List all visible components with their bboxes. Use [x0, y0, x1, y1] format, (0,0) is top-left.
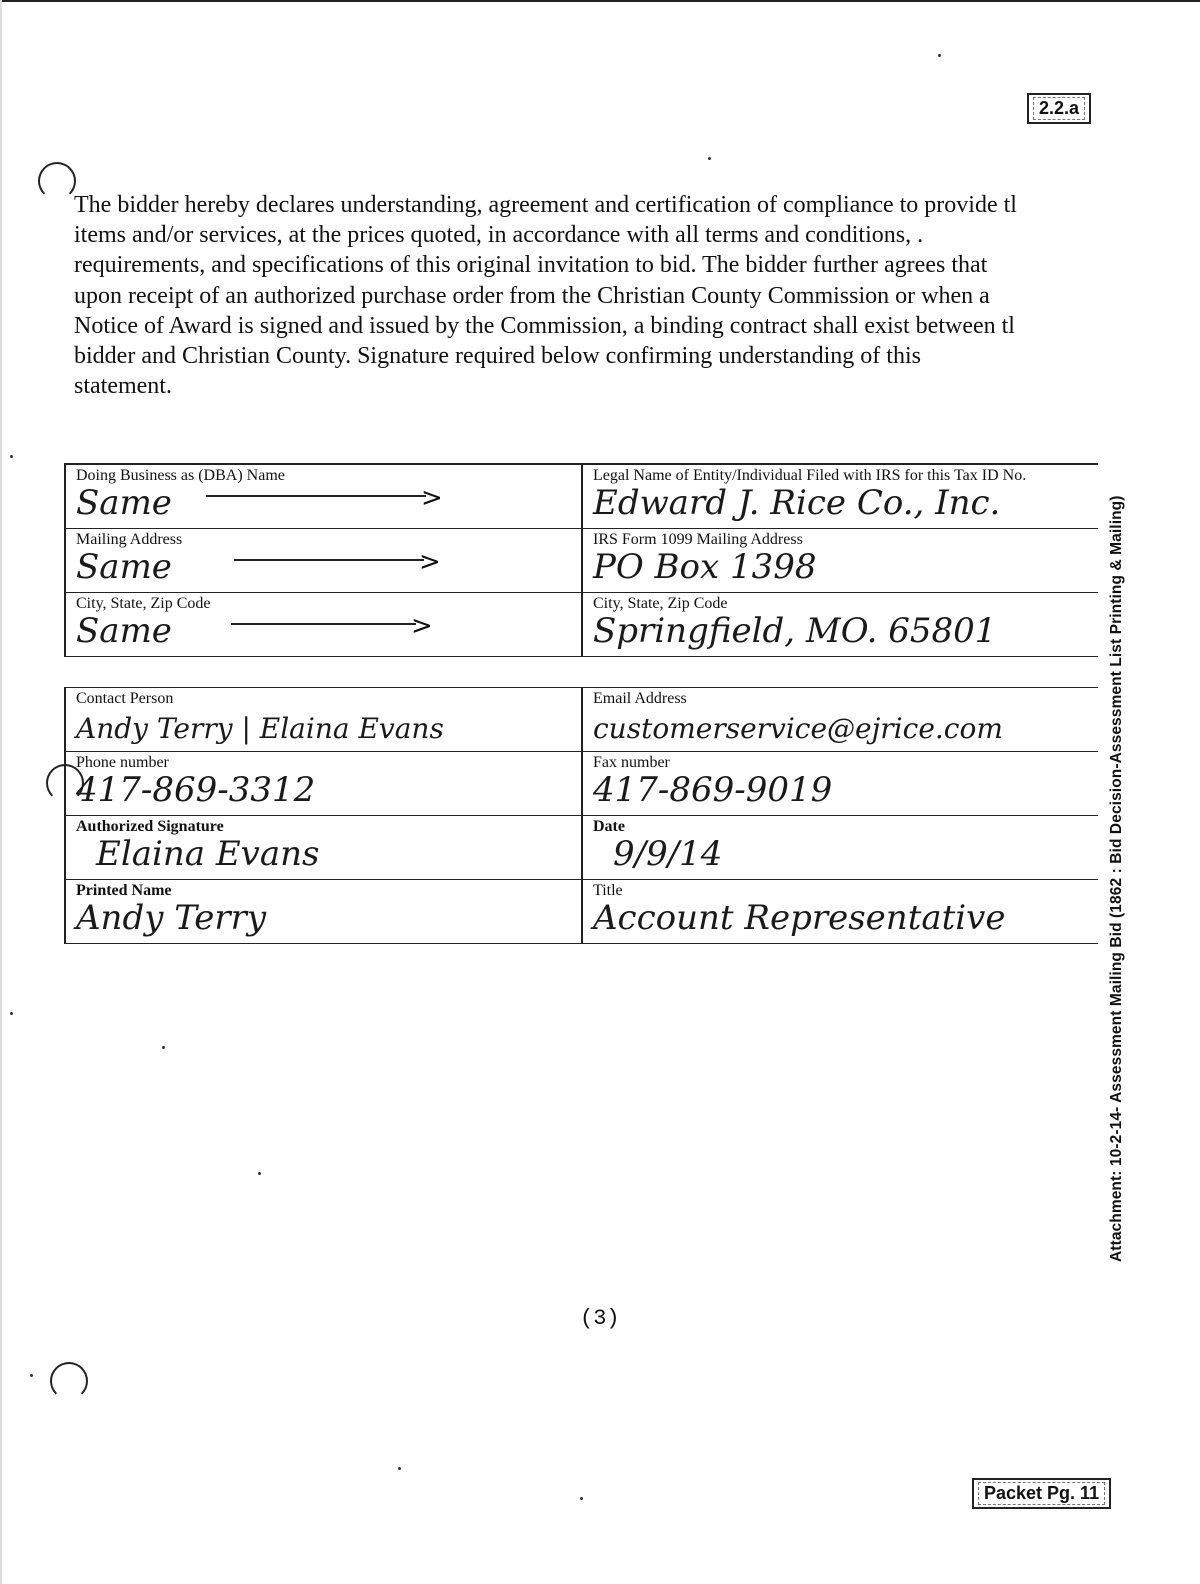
form-row-printed-name: [64, 880, 1098, 944]
authorized-signature-value: Elaina Evans: [96, 834, 320, 874]
scan-speck: [162, 1046, 165, 1049]
fax-number-value: 417-869-9019: [593, 770, 833, 810]
form-row-names: [64, 465, 1098, 529]
printed-name-value: Andy Terry: [76, 898, 267, 938]
title-label: Title: [593, 882, 623, 899]
form-row-contact: [64, 688, 1098, 752]
dba-name-label: Doing Business as (DBA) Name: [76, 467, 285, 484]
legal-name-value: Edward J. Rice Co., Inc.: [593, 483, 1001, 523]
packet-page-tag: [972, 1478, 1111, 1509]
email-address-label: Email Address: [593, 690, 687, 707]
same-arrow-line: [231, 623, 416, 625]
legal-name-label: Legal Name of Entity/Individual Filed with IRS for this Tax ID No.: [593, 467, 1027, 484]
scan-speck: [10, 1012, 13, 1015]
contact-signature-table: [64, 687, 1098, 944]
dba-name-field[interactable]: [64, 465, 583, 528]
printed-name-label: Printed Name: [76, 882, 172, 899]
date-label: Date: [593, 818, 625, 835]
same-arrow-line: [234, 559, 424, 561]
same-arrow-head-icon: >: [419, 547, 441, 577]
same-arrow-line: [206, 495, 426, 497]
city-state-zip-label: City, State, Zip Code: [76, 595, 211, 612]
phone-number-value: 417-869-3312: [76, 770, 316, 810]
same-arrow-head-icon: >: [411, 611, 433, 641]
contact-person-label: Contact Person: [76, 690, 174, 707]
contact-person-field[interactable]: [64, 688, 583, 751]
mailing-address-label: Mailing Address: [76, 531, 183, 548]
attachment-side-label: Attachment: 10-2-14- Assessment Mailing Bid (1862 : Bid Decision-Assessment List Printing & Mailing): [1108, 495, 1125, 1262]
section-tag-label: 2.2.a: [1033, 97, 1085, 120]
scan-speck: [938, 54, 941, 57]
title-value: Account Representative: [593, 898, 1006, 938]
form-row-addresses: [64, 529, 1098, 593]
entity-info-table: [64, 463, 1098, 657]
irs-mailing-address-value: PO Box 1398: [593, 547, 817, 587]
mailing-address-field[interactable]: [64, 529, 583, 592]
contact-person-value: Andy Terry | Elaina Evans: [76, 712, 444, 745]
city-state-zip-field[interactable]: [64, 593, 583, 656]
printed-name-field[interactable]: [64, 880, 583, 943]
city-state-zip-value: Same: [76, 611, 172, 651]
irs-city-state-zip-field[interactable]: [583, 593, 1098, 656]
dba-name-value: Same: [76, 483, 172, 523]
scan-speck: [580, 1497, 583, 1500]
scan-speck: [708, 157, 711, 160]
form-row-signature: [64, 816, 1098, 880]
irs-mailing-address-field[interactable]: [583, 529, 1098, 592]
page-left-edge: [0, 0, 2, 1584]
certification-statement: The bidder hereby declares understanding, agreement and certification of compliance to provide tl items and/or services, at the prices quoted, in accordance with all terms and conditions, . requirements, and specifications of this original invitation to bid. The bidder further agrees that upon receipt of an authorized purchase order from the Christian County Commission or when a Notice of Award is signed and issued by the Commission, a binding contract shall exist between tl bidder and Christian County. Signature required below confirming understanding of this statement.: [74, 192, 1017, 400]
fax-number-label: Fax number: [593, 754, 670, 771]
irs-city-state-zip-value: Springfield, MO. 65801: [593, 611, 997, 651]
scan-speck: [398, 1467, 401, 1470]
fax-number-field[interactable]: [583, 752, 1098, 815]
form-row-phone: [64, 752, 1098, 816]
authorized-signature-field[interactable]: [64, 816, 583, 879]
date-value: 9/9/14: [613, 834, 723, 874]
same-arrow-head-icon: >: [421, 483, 443, 513]
scan-speck: [30, 1374, 33, 1377]
authorized-signature-label: Authorized Signature: [76, 818, 224, 835]
page-number: (3): [580, 1306, 620, 1331]
mailing-address-value: Same: [76, 547, 172, 587]
phone-number-label: Phone number: [76, 754, 169, 771]
punch-hole-top: [38, 162, 76, 200]
email-address-field[interactable]: [583, 688, 1098, 751]
scan-speck: [258, 1172, 261, 1175]
legal-name-field[interactable]: [583, 465, 1098, 528]
form-row-cities: [64, 593, 1098, 657]
section-tag: [1027, 93, 1091, 124]
irs-mailing-address-label: IRS Form 1099 Mailing Address: [593, 531, 803, 548]
date-field[interactable]: [583, 816, 1098, 879]
page-top-edge: [0, 0, 1200, 2]
scan-speck: [10, 455, 13, 458]
phone-number-field[interactable]: [64, 752, 583, 815]
irs-city-state-zip-label: City, State, Zip Code: [593, 595, 728, 612]
punch-hole-bottom: [50, 1362, 88, 1400]
email-address-value: customerservice@ejrice.com: [593, 712, 1003, 745]
packet-page-label: Packet Pg. 11: [978, 1482, 1105, 1505]
title-field[interactable]: [583, 880, 1098, 943]
